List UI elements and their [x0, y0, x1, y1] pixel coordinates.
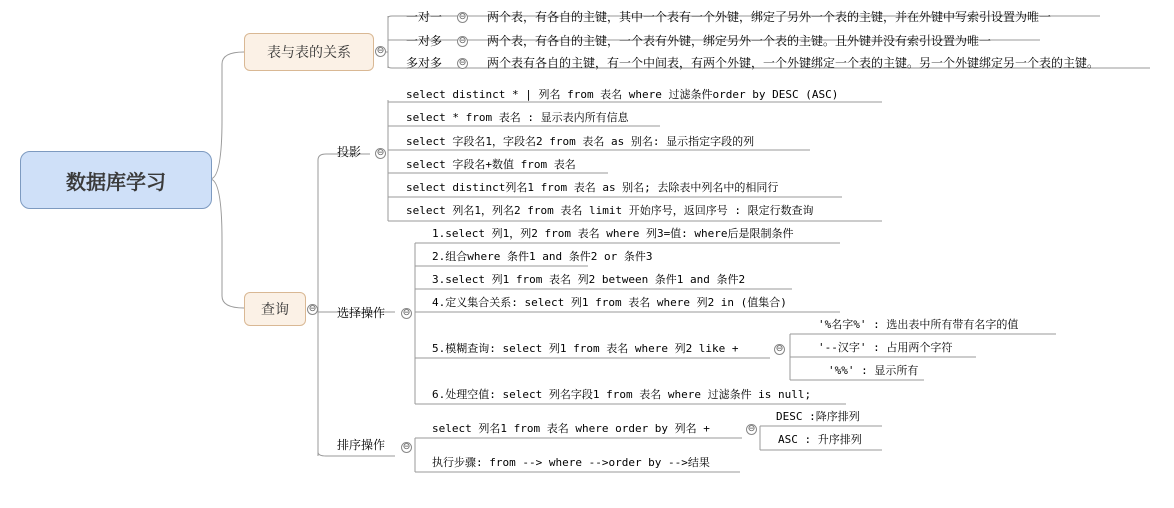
collapse-icon[interactable]: ⊖: [402, 308, 411, 318]
order-item-asc: ASC : 升序排列: [778, 433, 862, 446]
projection-item-1: select distinct * | 列名 from 表名 where 过滤条件order by DESC (ASC): [406, 88, 839, 101]
selection-item-5: 5.模糊查询: select 列1 from 表名 where 列2 like +: [432, 342, 739, 355]
collapse-icon[interactable]: ⊖: [376, 148, 385, 158]
projection-item-4: select 字段名+数值 from 表名: [406, 158, 576, 171]
topic-selection[interactable]: 选择操作: [337, 306, 386, 320]
projection-item-5: select distinct列名1 from 表名 as 别名; 去除表中列名中的相同行: [406, 181, 779, 194]
relation-key-2: 一对多: [406, 34, 443, 48]
relation-desc-1: 两个表，有各自的主键，其中一个表有一个外键，绑定了另外一个表的主键，并在外键中写索引设置为唯一: [487, 10, 1052, 24]
root-topic[interactable]: 数据库学习: [20, 151, 212, 209]
collapse-icon[interactable]: ⊖: [376, 46, 385, 56]
order-item-desc: DESC :降序排列: [776, 410, 860, 423]
relation-key-3: 多对多: [406, 56, 443, 70]
collapse-icon[interactable]: ⊖: [308, 304, 317, 314]
sorting-item-2: 执行步骤: from --> where -->order by -->结果: [432, 456, 710, 469]
projection-item-6: select 列名1，列名2 from 表名 limit 开始序号，返回序号 : 限定行数查询: [406, 204, 814, 217]
topic-query[interactable]: 查询: [244, 292, 306, 326]
like-item-2: '--汉字' : 占用两个字符: [818, 341, 953, 354]
relation-desc-3: 两个表有各自的主键，有一个中间表，有两个外键，一个外键绑定一个表的主键。另一个外键绑定另一个表的主键。: [487, 56, 1100, 70]
topic-projection[interactable]: 投影: [337, 145, 362, 159]
selection-item-3: 3.select 列1 from 表名 列2 between 条件1 and 条件2: [432, 273, 746, 286]
collapse-icon[interactable]: ⊖: [775, 344, 784, 354]
collapse-icon[interactable]: ⊖: [747, 424, 756, 434]
selection-item-2: 2.组合where 条件1 and 条件2 or 条件3: [432, 250, 653, 263]
selection-item-4: 4.定义集合关系: select 列1 from 表名 where 列2 in (值集合): [432, 296, 787, 309]
collapse-icon[interactable]: ⊖: [402, 442, 411, 452]
topic-table-relations[interactable]: 表与表的关系: [244, 33, 374, 71]
collapse-icon[interactable]: ⊖: [458, 12, 467, 22]
sorting-item-1: select 列名1 from 表名 where order by 列名 +: [432, 422, 710, 435]
relation-key-1: 一对一: [406, 10, 443, 24]
collapse-icon[interactable]: ⊖: [458, 36, 467, 46]
relation-desc-2: 两个表，有各自的主键，一个表有外键，绑定另外一个表的主键。且外键并没有索引设置为唯一: [487, 34, 992, 48]
collapse-icon[interactable]: ⊖: [458, 58, 467, 68]
like-item-3: '%%' : 显示所有: [828, 364, 919, 377]
topic-sorting[interactable]: 排序操作: [337, 438, 386, 452]
like-item-1: '%名字%' : 选出表中所有带有名字的值: [818, 318, 1019, 331]
projection-item-2: select * from 表名 : 显示表内所有信息: [406, 111, 629, 124]
selection-item-1: 1.select 列1，列2 from 表名 where 列3=值: where后是限制条件: [432, 227, 794, 240]
projection-item-3: select 字段名1，字段名2 from 表名 as 别名: 显示指定字段的列: [406, 135, 755, 148]
selection-item-6: 6.处理空值: select 列名字段1 from 表名 where 过滤条件 is null;: [432, 388, 812, 401]
